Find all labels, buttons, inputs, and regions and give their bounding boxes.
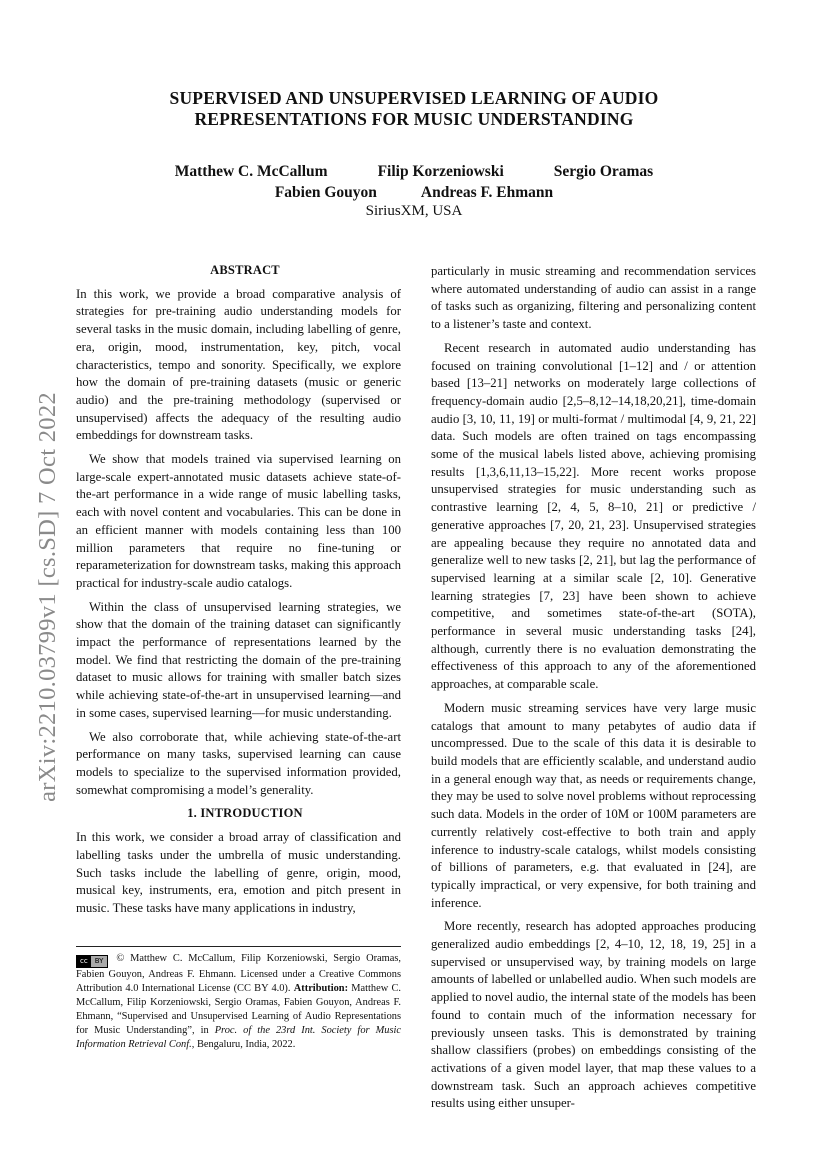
author-row-1: [0, 161, 828, 182]
creative-commons-badge: [76, 955, 108, 968]
abstract-paragraph: In this work, we provide a broad comparative analysis of strategies for pre-training audio understanding models for several tasks in the music domain, including labelling of genre, era, origin, mood, instrumentation, key, pitch, vocal characteristics, tempo and sonority. Specifically, we explore how the domain of pre-training datasets (music or generic audio) and the pre-training methodology (supervised or unsupervised) affects the adequacy of the resulting audio embeddings for downstream tasks.: [76, 286, 401, 443]
cc-icon: cc: [77, 956, 91, 967]
body-paragraph: More recently, research has adopted approaches producing generalized audio embeddings [2, 4–10, 12, 18, 19, 25] in a supervised or unsupervised way, by training models on large amounts of labelled or unlabelled audio. When such models are applied to novel audio, the internal state of the models has been found to contain much of the information necessary for previously unseen tasks. This is demonstrated by training shallow classifiers (probes) on embeddings consisting of the activations of a given model layer, that map these values to a downstream task. Such an approach achieves competitive results using either unsuper-: [431, 919, 756, 1111]
location-year: Bengaluru, India, 2022.: [196, 1038, 296, 1050]
author-name: Sergio Oramas: [553, 163, 654, 180]
left-column: [76, 262, 401, 918]
introduction-heading: 1. INTRODUCTION: [187, 806, 303, 821]
copyright-footnote: [76, 946, 401, 1051]
abstract-paragraph: Within the class of unsupervised learning strategies, we show that the domain of the training dataset can significantly impact the performance of representations learned by the model. We find that restricting the domain of the pre-training dataset to music allows for training with smaller batch sizes while achieving state-of-the-art in unsupervised learning—and in some cases, supervised learning—for music understanding.: [76, 599, 401, 720]
body-paragraph: particularly in music streaming and recommendation services where automated understanding of audio can assist in a range of tasks such as organizing, filtering and personalizing content to a listener’s taste and context.: [431, 264, 756, 332]
body-paragraph: Modern music streaming services have very large music catalogs that amount to many petabytes of audio data if uncompressed. Due to the scale of this data it is desirable to build models that are efficiently scalable, and understand audio in a general enough way that, as needs or requirements change, they may be used to solve novel problems without reprocessing such data. Models in the order of 10M or 100M parameters are currently relatively cost-effective to both train and apply inference to industry-scale catalogs, whilst models consisting of billions of parameters, e.g. that evaluated in [24], are typically impractical, or very expensive, for both training and inference.: [431, 700, 756, 910]
attribution-text: Matthew C. McCallum, Filip Korzeniowski, Sergio Oramas, Fabien Gouyon, Andreas F. Ehmann, “Supervised and Unsupervised Learning of Audio Representations for Music Understanding”, in: [76, 982, 402, 1036]
abstract-heading: ABSTRACT: [210, 263, 280, 277]
author-name: Filip Korzeniowski: [377, 163, 504, 180]
affiliation: SiriusXM, USA: [365, 203, 463, 219]
author-name: Fabien Gouyon: [274, 184, 377, 201]
copyright-text: © Matthew C. McCallum, Filip Korzeniowski, Sergio Oramas, Fabien Gouyon, Andreas F. Ehmann. Licensed under a Creative Commons Attribution 4.0 International License (CC BY 4.0).: [76, 953, 401, 994]
arxiv-identifier: arXiv:2210.03799v1 [cs.SD] 7 Oct 2022: [34, 392, 61, 802]
abstract-paragraph: We show that models trained via supervised learning on large-scale expert-annotated music datasets achieve state-of-the-art performance in a wide range of music labelling tasks, each with novel content and vocabularies. This can be done in an efficient manner with models containing less than 100 million parameters that require no fine-tuning or reparameterization for downstream tasks, making this approach practical for industry-scale audio catalogs.: [76, 452, 401, 590]
title-line-2: REPRESENTATIONS FOR MUSIC UNDERSTANDING: [194, 109, 634, 129]
abstract-paragraph: We also corroborate that, while achieving state-of-the-art performance on many tasks, supervised learning can cause models to specialize to the supervised information provided, somewhat compromising a model’s generality.: [76, 729, 401, 797]
by-icon: BY: [91, 956, 108, 967]
body-paragraph: In this work, we consider a broad array of classification and labelling tasks under the umbrella of music understanding. Such tasks include the labelling of genre, origin, mood, musical key, instruments, era, emotion and pitch present in music. These tasks have many applications in industry,: [76, 830, 401, 915]
author-row-2: [0, 182, 828, 203]
author-name: Matthew C. McCallum: [174, 163, 328, 180]
author-name: Andreas F. Ehmann: [420, 184, 554, 201]
author-list: [0, 161, 828, 203]
title-line-1: SUPERVISED AND UNSUPERVISED LEARNING OF AUDIO: [169, 88, 659, 108]
attribution-label: Attribution:: [293, 982, 349, 994]
body-paragraph: Recent research in automated audio understanding has focused on training convolutional [1–12] and / or attention based [13–21] networks on moderately large collections of frequency-domain audio [2,5–8,12–14,18,20,21], time-domain audio [3, 10, 11, 19] or multi-format / multimodal [4, 9, 21, 22] data. Such models are often trained on tags encompassing some of the musical labels listed above, achieving promising results [1,3,6,11,13–15,22]. More recent works propose unsupervised strategies for music understanding such as contrastive learning [2, 4, 5, 8–10, 21] or predictive / generative approaches [7, 20, 21, 23]. Unsupervised strategies are appealing because they require no annotated data and generalize well to new tasks [2, 21], but lag the performance of supervised learning at a similar scale [2, 10]. Generative learning strategies [7, 23] have been shown to achieve competitive, and sometimes state-of-the-art (SOTA), performance in several music understanding tasks [24], although, currently there is no evaluation demonstrating the effectiveness of this approach to any of the aforementioned approaches, at comparable scale.: [431, 340, 756, 692]
paper-title: [0, 88, 828, 130]
right-column: [431, 263, 756, 1113]
venue-text: Proc. of the 23rd Int. Society for Music Information Retrieval Conf.,: [76, 1024, 401, 1050]
